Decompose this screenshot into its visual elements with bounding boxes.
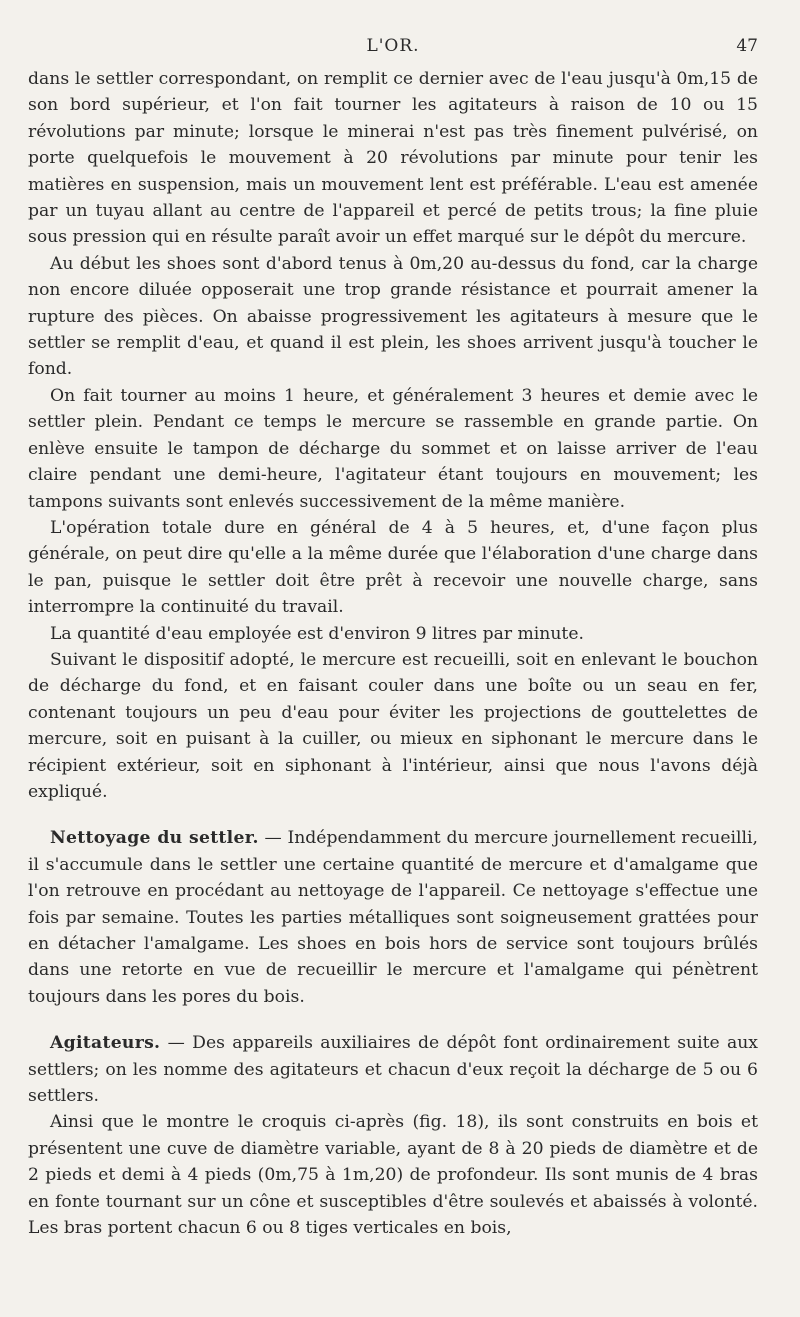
paragraph: L'opération totale dure en général de 4 à 5 heures, et, d'une façon plus générale, on peut dire qu'elle a la même durée que l'élaboration d'une charge dans le pan, puisque le settler doit être prêt à recevoir une nouvelle charge, sans interrompre la continuité du travail. bbox=[28, 517, 758, 618]
section-text: — Indépendamment du mercure journellement recueilli, il s'accumule dans le settler une certaine quantité de mercure et d'amalgame que l'on retrouve en procédant au nettoyage de l'appareil. Ce nettoyage s'effectue une fois par semaine. Toutes les parties métalliques sont soigneusement grattées pour en détacher l'amalgame. Les shoes en bois hors de service sont toujours brûlés dans une retorte en vue de recueillir le mercure et l'amalgame qui pénètrent toujours dans les pores du bois. bbox=[28, 828, 758, 1007]
paragraph: Suivant le dispositif adopté, le mercure est recueilli, soit en enlevant le bouchon de décharge du fond, et en faisant couler dans une boîte ou un seau en fer, contenant toujours un peu d'eau pour éviter les projections de gouttelettes de mercure, soit en puisant à la cuiller, ou mieux en siphonant le mercure dans le récipient extérieur, soit en siphonant à l'intérieur, ainsi que nous l'avons déjà expliqué. bbox=[28, 649, 758, 802]
section-nettoyage bbox=[28, 825, 758, 1010]
body-text bbox=[28, 66, 758, 1241]
paragraph: dans le settler correspondant, on remplit ce dernier avec de l'eau jusqu'à 0m,15 de son bord supérieur, et l'on fait tourner les agitateurs à raison de 10 ou 15 révolutions par minute; lorsque le minerai n'est pas très finement pulvérisé, on porte quelquefois le mouvement à 20 révolutions par minute pour tenir les matières en suspension, mais un mouvement lent est préférable. L'eau est amenée par un tuyau allant au centre de l'appareil et percé de petits trous; la fine pluie sous pression qui en résulte paraît avoir un effet marqué sur le dépôt du mercure. bbox=[28, 69, 758, 248]
paragraph: Ainsi que le montre le croquis ci-après (fig. 18), ils sont construits en bois et présentent une cuve de diamètre variable, ayant de 8 à 20 pieds de diamètre et de 2 pieds et demi à 4 pieds (0m,75 à 1m,20) de profondeur. Ils sont munis de 4 bras en fonte tournant sur un cône et susceptibles d'être soulevés et abaissés à volonté. Les bras portent chacun 6 ou 8 tiges verticales en bois, bbox=[28, 1112, 758, 1239]
running-head bbox=[28, 36, 758, 60]
page-number: 47 bbox=[736, 36, 758, 56]
section-heading: Nettoyage du settler. bbox=[50, 828, 259, 849]
section-text: — Des appareils auxiliaires de dépôt font ordinairement suite aux settlers; on les nomme des agitateurs et chacun d'eux reçoit la décharge de 5 ou 6 settlers. bbox=[28, 1033, 758, 1107]
paragraph: Au début les shoes sont d'abord tenus à 0m,20 au-dessus du fond, car la charge non encore diluée opposerait une trop grande résistance et pourrait amener la rupture des pièces. On abaisse progressivement les agitateurs à mesure que le settler se remplit d'eau, et quand il est plein, les shoes arrivent jusqu'à toucher le fond. bbox=[28, 253, 758, 380]
section-heading: Agitateurs. bbox=[50, 1033, 161, 1054]
running-title: L'OR. bbox=[366, 36, 420, 56]
section-agitateurs bbox=[28, 1030, 758, 1109]
paragraph: On fait tourner au moins 1 heure, et généralement 3 heures et demie avec le settler plein. Pendant ce temps le mercure se rassemble en grande partie. On enlève ensuite le tampon de décharge du sommet et on laisse arriver de l'eau claire pendant une demi-heure, l'agitateur étant toujours en mouvement; les tampons suivants sont enlevés successivement de la même manière. bbox=[28, 385, 758, 512]
paragraph: La quantité d'eau employée est d'environ 9 litres par minute. bbox=[50, 623, 584, 644]
